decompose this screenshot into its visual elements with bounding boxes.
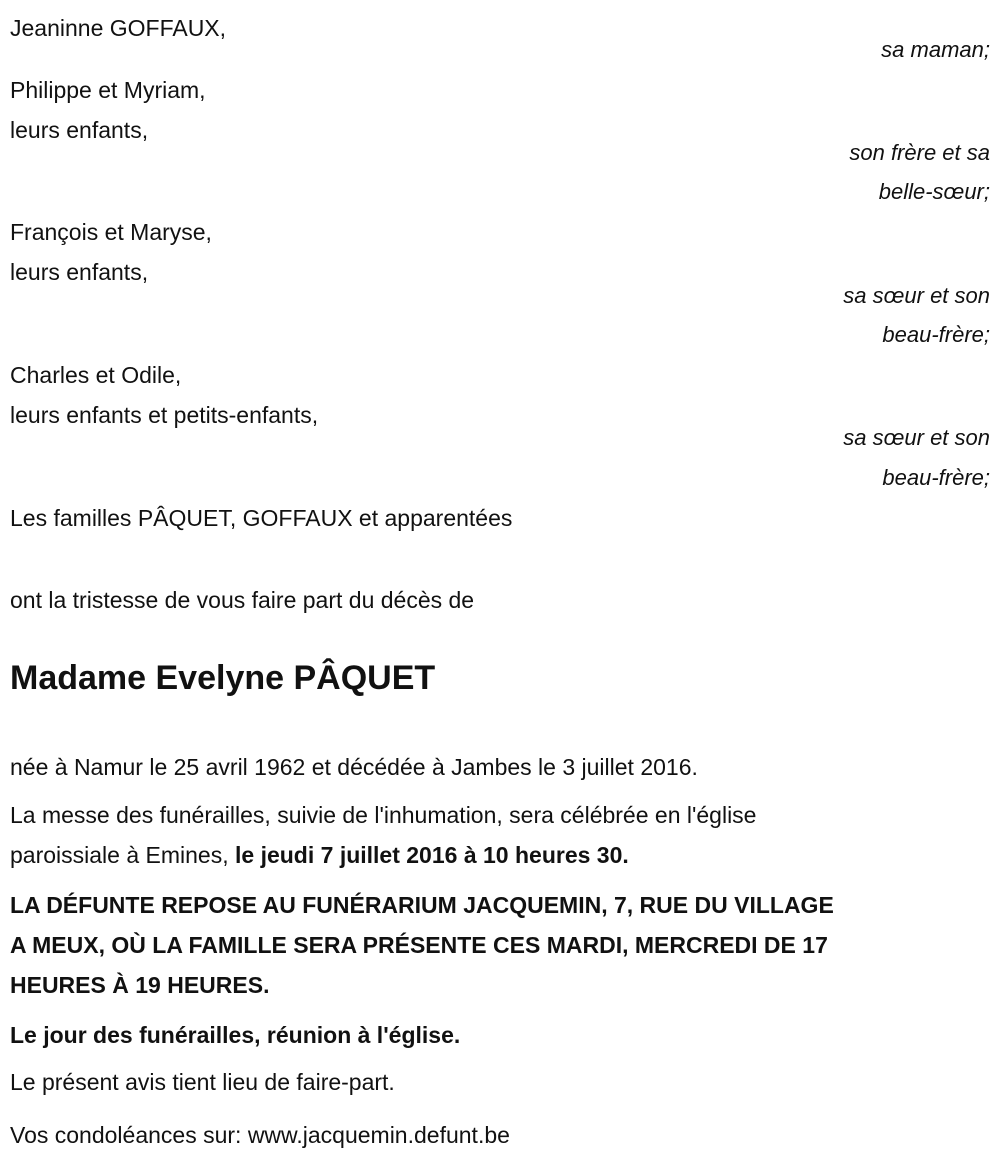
family-name: leurs enfants, xyxy=(10,117,149,143)
family-name: Jeaninne GOFFAUX, xyxy=(10,15,227,41)
family-relation: son frère et sa xyxy=(849,140,990,165)
mass-place: paroissiale à Emines, xyxy=(10,842,235,868)
repose-line: HEURES À 19 HEURES. xyxy=(10,972,270,998)
family-name: leurs enfants et petits-enfants, xyxy=(10,402,319,428)
birth-death: née à Namur le 25 avril 1962 et décédée à Jambes le 3 juillet 2016. xyxy=(10,754,698,780)
mass-date: le jeudi 7 juillet 2016 à 10 heures 30. xyxy=(235,842,629,868)
family-relation: sa sœur et son xyxy=(843,425,990,450)
family-relation: sa maman; xyxy=(881,37,990,62)
family-name: leurs enfants, xyxy=(10,259,149,285)
families-line: Les familles PÂQUET, GOFFAUX et apparentées xyxy=(10,505,513,531)
mass-line xyxy=(10,839,629,871)
mass-line: La messe des funérailles, suivie de l'inhumation, sera célébrée en l'église xyxy=(10,802,757,828)
deceased-name: Madame Evelyne PÂQUET xyxy=(10,659,436,697)
meeting: Le jour des funérailles, réunion à l'église. xyxy=(10,1022,461,1048)
family-relation: sa sœur et son xyxy=(843,283,990,308)
notice: Le présent avis tient lieu de faire-part. xyxy=(10,1069,395,1095)
family-name: Charles et Odile, xyxy=(10,362,182,388)
family-name: François et Maryse, xyxy=(10,219,212,245)
family-relation: beau-frère; xyxy=(882,465,990,490)
family-name: Philippe et Myriam, xyxy=(10,77,206,103)
repose-line: A MEUX, OÙ LA FAMILLE SERA PRÉSENTE CES MARDI, MERCREDI DE 17 xyxy=(10,932,828,958)
condolences-link[interactable]: Vos condoléances sur: www.jacquemin.defunt.be xyxy=(10,1122,510,1148)
family-relation: belle-sœur; xyxy=(878,179,990,204)
announcement: ont la tristesse de vous faire part du décès de xyxy=(10,587,475,613)
repose-line: LA DÉFUNTE REPOSE AU FUNÉRARIUM JACQUEMIN, 7, RUE DU VILLAGE xyxy=(10,892,834,918)
family-relation: beau-frère; xyxy=(882,322,990,347)
